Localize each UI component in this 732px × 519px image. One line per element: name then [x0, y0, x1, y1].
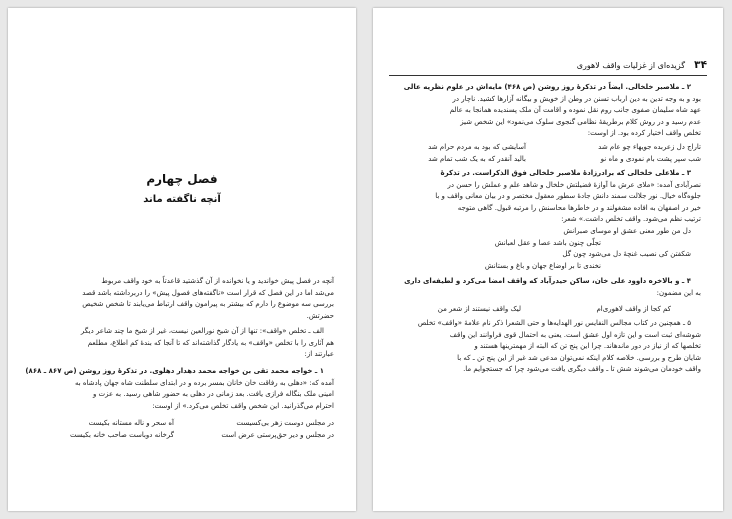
hemistich: آسایشی که بود به مردم حرام شد — [428, 143, 526, 151]
text-line: عبارتند از: — [304, 350, 334, 359]
left-page — [8, 8, 356, 511]
right-paragraph-1 — [395, 82, 701, 140]
text-line: شوشه‌ای ثبت است و این تازه اول عشق است. یعنی به احتمال قوی فراوانند این واقف — [449, 330, 701, 339]
text-line: حضرتش. — [306, 311, 334, 320]
poem-row — [395, 226, 701, 238]
text-line: تخلصها که از نیاز در دور ماندهاند. چرا این پنج تن که البته از مهمترینها هستند و — [474, 342, 701, 351]
text-line: الف ـ تخلص «واقف»: تنها از آن شیخ نورالعین نیست، غیر از شیخ ما چند شاعر دیگر — [80, 327, 324, 335]
running-header — [389, 61, 707, 75]
header-rule — [389, 75, 707, 76]
hemistich: لیک واقف نیستند از شعر من — [437, 305, 521, 313]
right-paragraph-2 — [395, 168, 701, 226]
hemistich: شب سپر پشت بام نمودی و ماه نو — [600, 154, 701, 163]
hemistich: تاراج دل زعربده جویهاء چو عام شد — [598, 143, 701, 151]
hemistich: در مجلس و دیر حق‌پرستی عرض است — [221, 430, 334, 439]
text-line: ۳ ـ ملاعلی خلخالی که برادرزادۀ ملاصبر خلخالی فوق الذکراست. در تذکرۀ — [440, 169, 691, 177]
running-head-title: گزیده‌ای از غزلیات واقف لاهوری — [576, 61, 685, 70]
text-line: به این مضمون: — [656, 288, 701, 297]
text-line: شایان طرح و بررسی. خلاصه کلام اینکه نمی‌توان مدعی شد غیر از این پنج تن ـ که با — [457, 353, 701, 362]
poem-row — [395, 142, 701, 154]
hemistich: در مجلس دوست زهر بی‌کسیست — [236, 419, 334, 427]
hemistich: تجلّی چنون باشد عصا و عقل لعبانش — [494, 238, 601, 247]
poem-row — [395, 304, 701, 316]
poem-row — [30, 430, 334, 442]
right-poem-1 — [395, 142, 701, 165]
right-paragraph-3 — [395, 276, 701, 299]
left-paragraph-3 — [25, 366, 334, 412]
text-line: امینی ملک بنگاله فرازی یافت. بعد زمانی در دهلی به حضور شاهی رسید. به عزت و — [92, 390, 334, 399]
text-line: آنچه در فصل پیش خواندید و یا نخوانده از آن گذشتید قاعدتاً به خود واقف مربوط — [101, 277, 334, 285]
hemistich: نخندی تا بر اوضاع جهان و باغ و بستانش — [484, 261, 601, 270]
text-line: عهد شاه سلیمان صفوی جانب روم نقل نموده و اقامت آن ملک پسندیده همانجا به عالم — [449, 106, 701, 115]
poem-row — [395, 238, 701, 250]
left-paragraph-1 — [30, 276, 334, 322]
left-paragraph-2 — [30, 326, 334, 361]
chapter-subtitle: آنچه ناگفته ماند — [143, 194, 221, 205]
hemistich: دل من طور معنی عشق او موسای صبرانش — [563, 227, 691, 235]
text-line: آمده که: «دهلی به رفاقت خان خانان بمسر برده و در ابتدای سلطنت شاه جهان پادشاه به — [74, 378, 334, 387]
poem-row — [30, 418, 334, 430]
right-paragraph-4 — [395, 318, 701, 376]
text-line: خیر در اصفهان به افاده مشغولند و در خاطرها محاسنش را مرتبه قبول. گاهی متوجه — [457, 203, 701, 212]
chapter-title: فصل چهارم — [146, 172, 218, 186]
text-line: احترام می‌گذرانید. این شخص واقف تخلص می‌کرد.» از اوست: — [152, 401, 334, 410]
right-page — [373, 8, 723, 511]
text-line: می‌شد اما در این فصل که قرار است «ناگفته‌های فصول پیش» را دربرداشته باشد قصد — [82, 288, 334, 297]
left-poem-1 — [30, 418, 334, 441]
text-line: بود و به وجه تدین به دین ارباب تسنن در وطن از خویش و بیگانه آزارها کشید. ناچار در — [452, 94, 701, 103]
text-line: واقف خودمان می‌شوند شش تا ـ واقف دیگری یافت می‌شود چرا که جستجوایم ما. — [463, 365, 701, 374]
text-line: ۵ ـ همچنین در کتاب مجالس النفایس نور الهدایه‌ها و حتى الشعرا ذکر نام علامۀ «واقف» تخلص — [417, 319, 691, 327]
text-line: ترتیب نظم می‌شود. واقف تخلص داشت.» شعر: — [561, 215, 701, 224]
text-line: بررسی سه موضوع را دارم که بیشتر به پیرامون واقف ارتباط می‌یابند تا شخص شخیص — [82, 300, 334, 309]
poem-row — [395, 261, 701, 273]
hemistich: آه سحر و ناله مستانه بکیست — [88, 419, 174, 427]
text-line: هم آثاری را با تخلص «واقف» به یادگار گذاشته‌اند که تا آنجا که بندۀ کم اطلاع، مطلعم — [87, 338, 334, 347]
text-line: تخلص واقف اختیار کرده بود. از اوست: — [587, 129, 701, 138]
text-line: ۴ ـ و بالاخره داوود علی خان، ساکن حیدرآباد که واقف امضا می‌کرد و لطیفه‌ای داری — [404, 277, 691, 285]
text-line: عدم رسید و در روش کلام برطریقۀ نظامی گنجوی سلوک می‌نمود» این شخص شیز — [460, 117, 701, 126]
text-line: ۲ ـ ملاصبر خلخالی. ایضاً در تذکرۀ روز روشن (ص ۴۶۸) مایه‌اش در علوم نظریه عالی — [403, 83, 691, 91]
text-line: ۱ ـ خواجه محمد تقی بن خواجه محمد دهدار دهلوی. در تذکرۀ روز روشن (ص ۸۶۷ ـ ۸۶۸) — [25, 367, 324, 375]
right-poem-3 — [395, 304, 701, 316]
hemistich: کم کجا از واقف لاهوری‌ام — [596, 305, 671, 313]
hemistich: گرخانه دوباست صاحب خانه بکیست — [69, 430, 174, 439]
poem-row — [395, 249, 701, 261]
text-line: جلوه‌گاه خیال. نور جلالت سمند دانش جادۀ سطور معقول مختصر و در بیان معانی واقف و با — [435, 192, 701, 201]
right-poem-2 — [395, 226, 701, 272]
text-line: نصرآبادی آمده: «ملای عرش ما آوازۀ فضیلتش خلخال و شاهد علم و عملش را حسن در — [447, 180, 701, 189]
page-number: ۳۴ — [694, 59, 707, 71]
poem-row — [395, 154, 701, 166]
hemistich: شکفتن کی نصیب غنچۀ دل می‌شود چون گل — [562, 250, 691, 259]
hemistich: بالید آنقدر که به یک شب تمام شد — [428, 154, 526, 163]
